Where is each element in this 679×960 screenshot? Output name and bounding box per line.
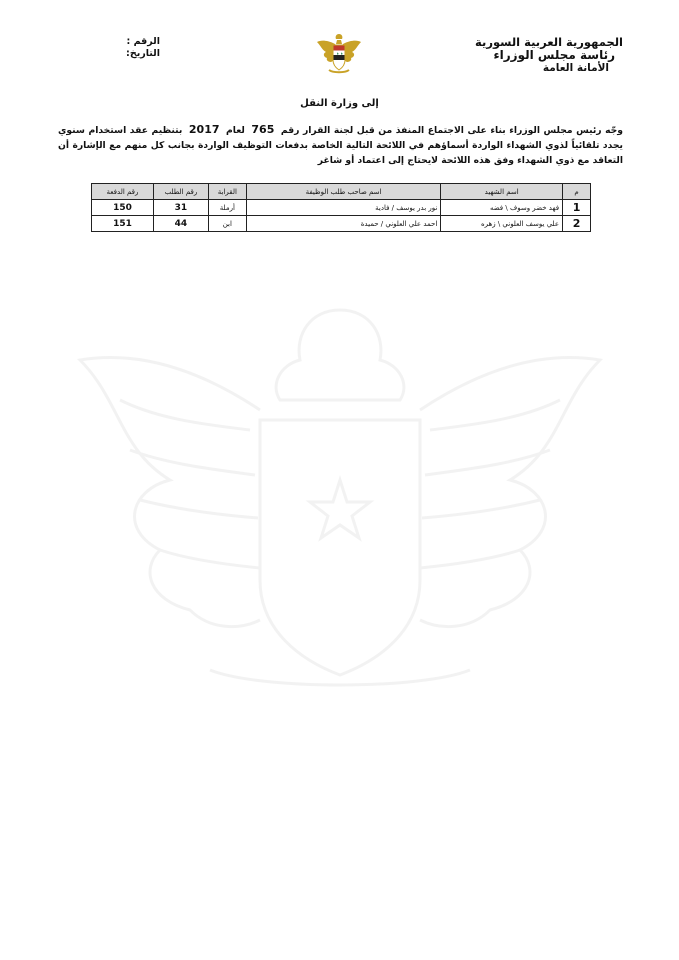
recipient-line: إلى وزارة النقل (300, 98, 379, 109)
body-paragraph (58, 122, 623, 168)
row-applicant-name: نور بدر يوسف / فادية (246, 200, 441, 216)
body-text-part1: وجّه رئيس مجلس الوزراء بناء على الاجتماع المنفذ من قبل لجنة القرار رقم (280, 125, 623, 136)
row-applicant-name: احمد علي العلوني / حميدة (246, 216, 441, 232)
row-martyr-name: فهد خضر وسوف \ فضه (441, 200, 563, 216)
header-applicant-name: اسم صاحب طلب الوظيفة (246, 184, 441, 200)
row-request-number: 44 (153, 216, 208, 232)
date-label: التاريخ: (126, 48, 160, 59)
martyrs-families-table (91, 183, 591, 232)
header-request-number: رقم الطلب (153, 184, 208, 200)
table-header-row (92, 184, 591, 200)
row-martyr-name: علي يوسف العلوني \ زهره (441, 216, 563, 232)
header-relation: القرابة (208, 184, 246, 200)
row-batch-number: 150 (92, 200, 154, 216)
org-secretariat: الأمانة العامة (542, 62, 609, 74)
row-relation: ابن (208, 216, 246, 232)
row-relation: أرملة (208, 200, 246, 216)
header-martyr-name: اسم الشهيد (441, 184, 563, 200)
org-presidency: رئاسة مجلس الوزراء (493, 48, 615, 62)
header-batch-number: رقم الدفعة (92, 184, 154, 200)
header-index: م (563, 184, 591, 200)
eagle-emblem-icon (315, 30, 363, 78)
table-row (92, 216, 591, 232)
table-row (92, 200, 591, 216)
number-label: الرقم : (126, 36, 160, 47)
decision-number: 765 (251, 123, 275, 136)
body-text-part2: لعام (226, 125, 245, 136)
org-country: الجمهورية العربية السورية (475, 35, 623, 49)
eagle-watermark-icon (60, 250, 620, 720)
organization-header (475, 36, 623, 75)
decision-year: 2017 (188, 123, 220, 136)
reference-block (120, 36, 160, 60)
body-text-part3: بتنظيم عقد استخدام سنوي يجدد تلقائياً لذوي الشهداء الواردة أسماؤهم في اللائحة التالية الخاصة بدفعات التوظيف الواردة بجانب كل منهم مع الإشارة أن التعاقد مع ذوي الشهداء وفق هذه اللائحة لايحتاج إلى اعتماد أو شاغر (58, 125, 623, 166)
row-batch-number: 151 (92, 216, 154, 232)
row-index: 1 (563, 200, 591, 216)
row-index: 2 (563, 216, 591, 232)
row-request-number: 31 (153, 200, 208, 216)
